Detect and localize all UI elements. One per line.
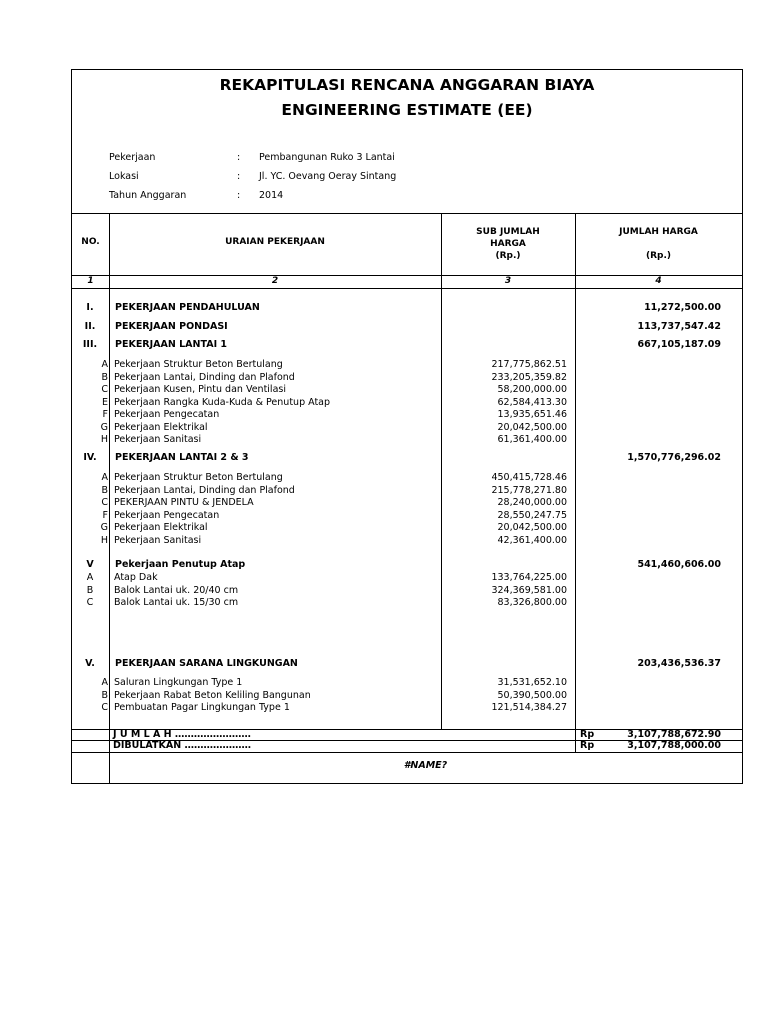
section-no: V — [86, 559, 94, 570]
col-divider-no — [109, 213, 110, 783]
item-sub: 20,042,500.00 — [497, 522, 567, 533]
item-code: G — [100, 522, 108, 533]
item-code: C — [101, 497, 108, 508]
section-total: 203,436,536.37 — [637, 658, 721, 669]
item-desc: Pekerjaan Sanitasi — [114, 534, 202, 546]
terbilang-text: #NAME? — [403, 760, 448, 771]
item-code: A — [101, 472, 108, 483]
dibulatkan-value: 3,107,788,000.00 — [627, 740, 721, 751]
dibulatkan-label: DIBULATKAN ………………… — [113, 740, 251, 751]
item-desc: Balok Lantai uk. 20/40 cm — [114, 584, 239, 596]
item-desc: Pekerjaan Rabat Beton Keliling Bangunan — [114, 689, 311, 701]
section-title: PEKERJAAN PONDASI — [115, 321, 228, 332]
item-desc: Pekerjaan Struktur Beton Bertulang — [114, 472, 283, 483]
item-sub: 233,205,359.82 — [491, 371, 567, 383]
section-title: PEKERJAAN SARANA LINGKUNGAN — [115, 658, 298, 669]
header-no: NO. — [81, 237, 100, 247]
item-code: H — [100, 534, 108, 546]
item-code: B — [101, 371, 108, 383]
item-code: G — [100, 421, 108, 433]
info-label-tahun: Tahun Anggaran — [109, 190, 187, 201]
item-sub: 133,764,225.00 — [491, 572, 567, 583]
section-title: PEKERJAAN PENDAHULUAN — [115, 302, 260, 313]
section-total: 667,105,187.09 — [637, 339, 721, 350]
section-total: 541,460,606.00 — [637, 559, 721, 570]
item-sub: 324,369,581.00 — [491, 584, 567, 596]
header-jumlah-1: JUMLAH HARGA — [619, 227, 698, 237]
item-desc: Pekerjaan Elektrikal — [114, 421, 208, 433]
info-label-lokasi: Lokasi — [109, 171, 139, 182]
info-label-pekerjaan: Pekerjaan — [109, 152, 156, 163]
item-code: B — [86, 584, 94, 596]
info-sep-pekerjaan: : — [237, 152, 241, 163]
title-line-1: REKAPITULASI RENCANA ANGGARAN BIAYA — [219, 76, 595, 94]
item-desc: Pekerjaan Sanitasi — [114, 434, 202, 445]
header-uraian: URAIAN PEKERJAAN — [225, 237, 325, 247]
item-desc: Pekerjaan Rangka Kuda-Kuda & Penutup Atap — [114, 396, 331, 408]
section-total: 11,272,500.00 — [644, 302, 721, 313]
col-divider-sub — [575, 213, 576, 752]
item-sub: 13,935,651.46 — [497, 409, 567, 420]
item-code: A — [86, 572, 94, 583]
item-desc: Pekerjaan Lantai, Dinding dan Plafond — [114, 371, 295, 383]
item-desc: Pekerjaan Pengecatan — [114, 509, 220, 521]
jumlah-rp: Rp — [580, 729, 595, 740]
item-sub: 121,514,384.27 — [491, 702, 567, 713]
colnum-2: 2 — [271, 276, 279, 286]
item-sub: 83,326,800.00 — [497, 597, 567, 608]
header-sub-1: SUB JUMLAH — [476, 227, 540, 237]
info-sep-lokasi: : — [237, 171, 241, 182]
item-code: B — [101, 484, 108, 496]
item-code: A — [101, 677, 108, 688]
item-code: C — [101, 384, 108, 395]
item-sub: 28,240,000.00 — [497, 497, 567, 508]
item-desc: Balok Lantai uk. 15/30 cm — [114, 597, 239, 608]
item-sub: 215,778,271.80 — [491, 484, 567, 496]
info-value-pekerjaan: Pembangunan Ruko 3 Lantai — [259, 152, 395, 163]
item-desc: Pekerjaan Elektrikal — [114, 522, 208, 533]
colnum-3: 3 — [504, 276, 512, 286]
header-sub-3: (Rp.) — [495, 251, 521, 261]
section-total: 1,570,776,296.02 — [627, 452, 721, 463]
section-no: II. — [84, 321, 96, 332]
section-no: I. — [86, 302, 94, 313]
info-value-tahun: 2014 — [259, 190, 284, 201]
rab-sheet — [71, 69, 743, 784]
section-no: V. — [85, 658, 95, 669]
info-sep-tahun: : — [237, 190, 241, 201]
item-code: B — [101, 689, 108, 701]
colnum-1: 1 — [87, 276, 94, 286]
item-sub: 62,584,413.30 — [497, 396, 567, 408]
dibulatkan-rp: Rp — [580, 740, 595, 751]
header-jumlah-2: (Rp.) — [645, 251, 672, 261]
item-sub: 42,361,400.00 — [497, 534, 567, 546]
colnum-4: 4 — [655, 276, 662, 286]
item-sub: 20,042,500.00 — [497, 421, 567, 433]
section-title: PEKERJAAN LANTAI 1 — [115, 339, 228, 350]
item-code: F — [102, 409, 108, 420]
item-sub: 50,390,500.00 — [497, 689, 567, 701]
item-sub: 450,415,728.46 — [491, 472, 567, 483]
item-desc: PEKERJAAN PINTU & JENDELA — [114, 497, 254, 508]
item-code: H — [100, 434, 108, 445]
table-top-border — [72, 213, 742, 214]
item-sub: 28,550,247.75 — [497, 509, 567, 521]
item-sub: 58,200,000.00 — [497, 384, 567, 395]
section-total: 113,737,547.42 — [637, 321, 721, 332]
info-value-lokasi: Jl. YC. Oevang Oeray Sintang — [259, 171, 397, 182]
item-desc: Saluran Lingkungan Type 1 — [114, 677, 243, 688]
item-desc: Pekerjaan Struktur Beton Bertulang — [114, 359, 283, 370]
section-no: IV. — [83, 452, 97, 463]
item-sub: 217,775,862.51 — [491, 359, 567, 370]
jumlah-value: 3,107,788,672.90 — [627, 729, 721, 740]
header-sub-2: HARGA — [490, 239, 526, 249]
section-title: Pekerjaan Penutup Atap — [115, 559, 246, 570]
item-desc: Pekerjaan Lantai, Dinding dan Plafond — [114, 484, 295, 496]
item-code: C — [101, 702, 108, 713]
item-desc: Pembuatan Pagar Lingkungan Type 1 — [114, 702, 290, 713]
item-sub: 31,531,652.10 — [497, 677, 567, 688]
section-title: PEKERJAAN LANTAI 2 & 3 — [115, 452, 249, 463]
colnum-bottom-border — [72, 288, 742, 289]
item-desc: Pekerjaan Kusen, Pintu dan Ventilasi — [114, 384, 286, 395]
title-line-2: ENGINEERING ESTIMATE (EE) — [281, 101, 533, 119]
item-desc: Pekerjaan Pengecatan — [114, 409, 220, 420]
item-desc: Atap Dak — [114, 572, 158, 583]
item-code: C — [86, 597, 94, 608]
item-sub: 61,361,400.00 — [497, 434, 567, 445]
item-code: E — [101, 396, 108, 408]
section-no: III. — [82, 339, 98, 350]
jumlah-label: J U M L A H …………………… — [113, 729, 251, 740]
col-divider-uraian — [441, 213, 442, 729]
dibulatkan-bottom-border — [72, 752, 742, 753]
item-code: F — [102, 509, 108, 521]
item-code: A — [101, 359, 108, 370]
